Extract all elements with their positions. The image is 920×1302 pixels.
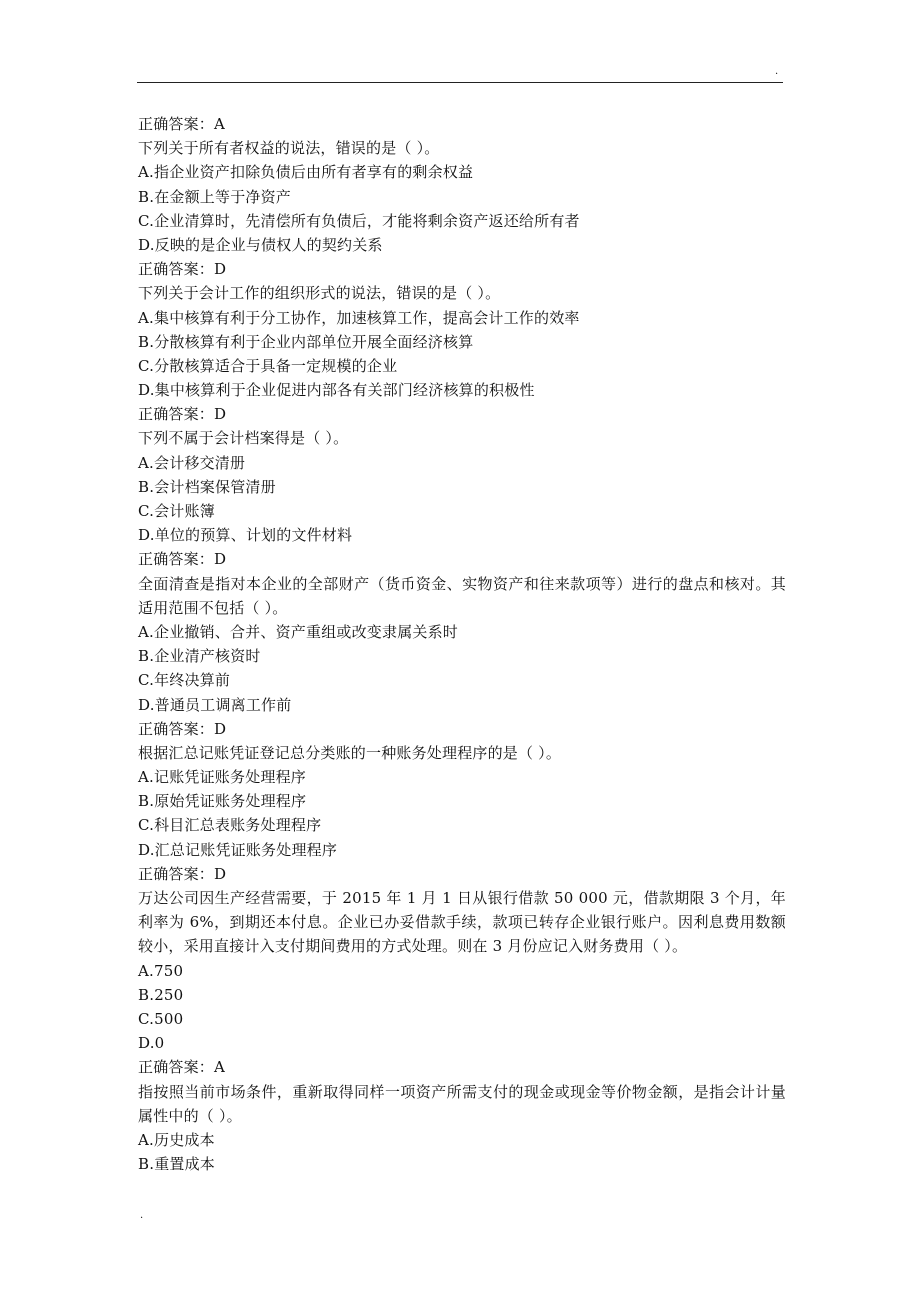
option-d: D.普通员工调离工作前 (138, 695, 292, 714)
option-c: C.科目汇总表账务处理程序 (138, 816, 322, 835)
option-a: A.记账凭证账务处理程序 (138, 768, 307, 787)
option-d: D.汇总记账凭证账务处理程序 (138, 840, 338, 859)
answer-line: 正确答案：D (138, 864, 227, 883)
option-d: D.集中核算利于企业促进内部各有关部门经济核算的积极性 (138, 381, 535, 400)
option-b: B.会计档案保管清册 (138, 477, 276, 496)
option-b: B.原始凭证账务处理程序 (138, 792, 307, 811)
option-c: C.会计账簿 (138, 502, 215, 520)
question-text: 下列关于所有者权益的说法，错误的是（ ）。 (138, 139, 440, 158)
option-c: C.企业清算时，先清偿所有负债后，才能将剩余资产返还给所有者 (138, 211, 580, 230)
option-a: A.会计移交清册 (138, 453, 246, 472)
option-d: D.反映的是企业与债权人的契约关系 (138, 235, 383, 254)
answer-line: 正确答案：A (138, 1058, 226, 1077)
option-b: B.企业清产核资时 (138, 647, 261, 666)
option-b: B.分散核算有利于企业内部单位开展全面经济核算 (138, 332, 474, 351)
option-a: A.企业撤销、合并、资产重组或改变隶属关系时 (138, 622, 459, 641)
question-text: 下列关于会计工作的组织形式的说法，错误的是（ ）。 (138, 284, 501, 303)
question-text: 全面清查是指对本企业的全部财产（货币资金、实物资产和往来款项等）进行的盘点和核对。其适用范围不包括（ ）。 (138, 574, 786, 617)
header-rule (137, 82, 783, 83)
option-c: C.500 (138, 1010, 184, 1029)
option-a: A.750 (138, 961, 184, 980)
answer-line: 正确答案：D (138, 719, 227, 738)
option-c: C.分散核算适合于具备一定规模的企业 (138, 356, 398, 375)
option-b: B.在金额上等于净资产 (138, 187, 291, 206)
option-b: B.重置成本 (138, 1155, 215, 1174)
question-text: 指按照当前市场条件，重新取得同样一项资产所需支付的现金或现金等价物金额，是指会计计量属性中的（ ）。 (138, 1082, 786, 1125)
document-body (138, 112, 786, 1176)
option-a: A.指企业资产扣除负债后由所有者享有的剩余权益 (138, 163, 474, 182)
footer-mark: . (140, 1210, 144, 1221)
header-mark: . (775, 66, 779, 77)
question-text: 下列不属于会计档案得是（ ）。 (138, 429, 349, 448)
answer-line: 正确答案：D (138, 550, 227, 569)
answer-line: 正确答案：A (138, 115, 226, 133)
option-c: C.年终决算前 (138, 671, 231, 690)
option-d: D.单位的预算、计划的文件材料 (138, 526, 353, 545)
option-a: A.历史成本 (138, 1130, 215, 1149)
question-text: 根据汇总记账凭证登记总分类账的一种账务处理程序的是（ ）。 (138, 743, 562, 762)
option-d: D.0 (138, 1034, 165, 1053)
answer-line: 正确答案：D (138, 405, 227, 424)
question-text: 万达公司因生产经营需要，于 2015 年 1 月 1 日从银行借款 50 000 元，借款期限 3 个月，年利率为 6%，到期还本付息。企业已办妥借款手续，款项已转存企业银行账户。因利息费用数额较小，采用直接计入支付期间费用的方式处理。则在 3 月份应记入财务费用（ ）。 (138, 889, 786, 956)
option-b: B.250 (138, 985, 184, 1004)
option-a: A.集中核算有利于分工协作，加速核算工作，提高会计工作的效率 (138, 308, 580, 327)
answer-line: 正确答案：D (138, 260, 227, 279)
